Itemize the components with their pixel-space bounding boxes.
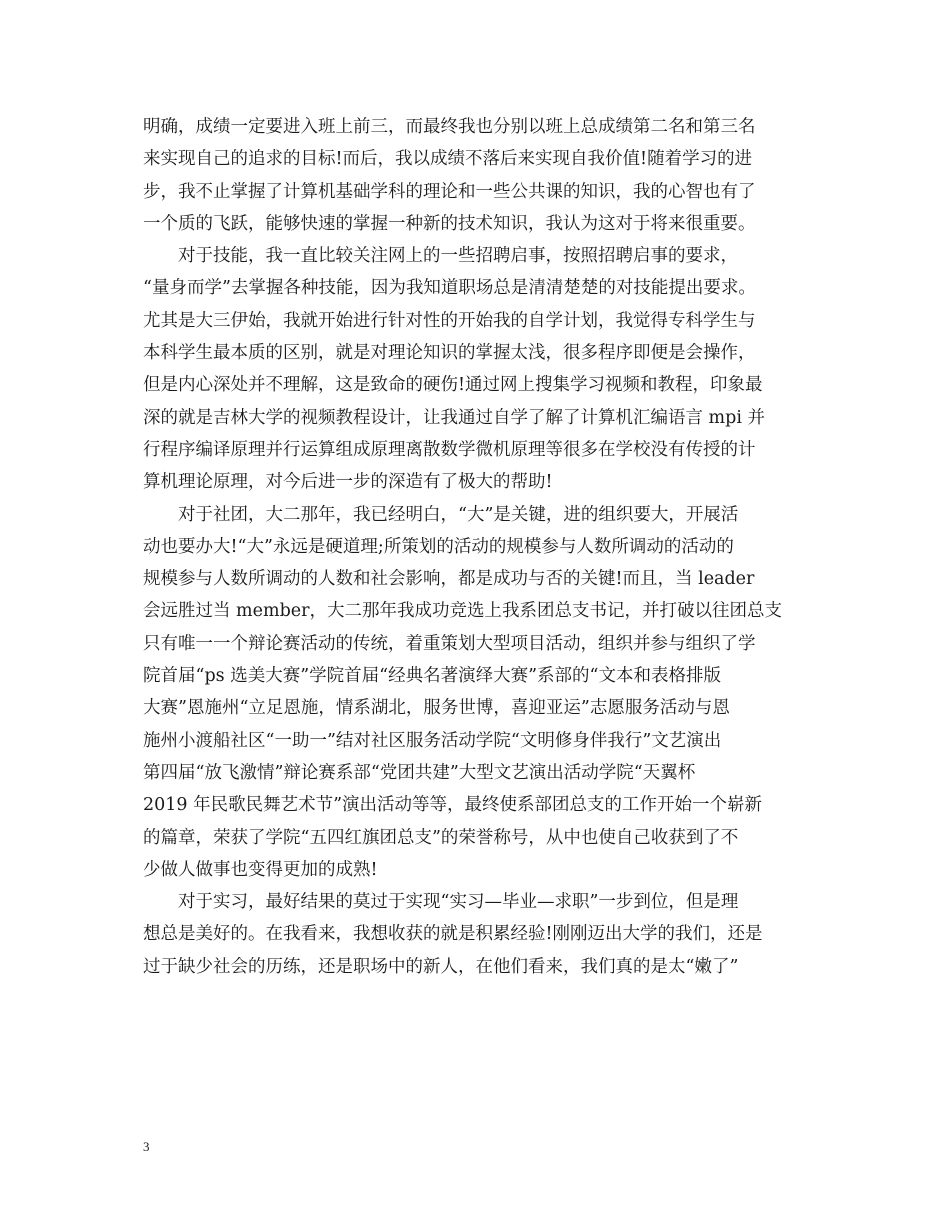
text-line: 过于缺少社会的历练，还是职场中的新人，在他们看来，我们真的是太“嫩了” (143, 956, 739, 977)
page-number: 3 (143, 1139, 150, 1154)
document-body (143, 111, 817, 983)
text-line: 2019 年民歌民舞艺术节”演出活动等等，最终使系部团总支的工作开始一个崭新 (143, 795, 763, 816)
text-line: 规模参与人数所调动的人数和社会影响，都是成功与否的关键!而且，当 leader (143, 569, 755, 590)
text-line: 施州小渡船社区“一助一”结对社区服务活动学院“文明修身伴我行”文艺演出 (143, 730, 722, 751)
text-line: 动也要办大!“大”永远是硬道理;所策划的活动的规模参与人数所调动的活动的 (143, 536, 734, 557)
text-line: 的篇章，荣获了学院“五四红旗团总支”的荣誉称号，从中也使自己收获到了不 (143, 827, 739, 848)
text-line: 第四届“放飞激情”辩论赛系部“党团共建”大型文艺演出活动学院“天翼杯 (143, 762, 696, 783)
text-line: 明确，成绩一定要进入班上前三，而最终我也分别以班上总成绩第二名和第三名 (143, 117, 756, 137)
paragraph-start-line: 对于实习，最好结果的莫过于实现“实习—毕业—求职”一步到位，但是理 (178, 892, 739, 913)
text-line: 本科学生最本质的区别，就是对理论知识的掌握太浅，很多程序即便是会操作， (143, 343, 756, 364)
text-line: 大赛”恩施州“立足恩施，情系湖北，服务世博，喜迎亚运”志愿服务活动与恩 (143, 698, 730, 719)
text-line: 想总是美好的。在我看来，我想收获的就是积累经验!刚刚迈出大学的我们，还是 (143, 924, 763, 945)
text-line: 会远胜过当 member，大二那年我成功竞选上我系团总支书记，并打破以往团总支 (143, 601, 783, 622)
paragraph-start-line: 对于社团，大二那年，我已经明白，“大”是关键，进的组织要大，开展活 (178, 504, 739, 525)
text-line: 只有唯一一个辩论赛活动的传统，着重策划大型项目活动，组织并参与组织了学 (143, 633, 756, 654)
text-line: 来实现自己的追求的目标!而后，我以成绩不落后来实现自我价值!随着学习的进 (143, 149, 753, 170)
text-line: 算机理论原理，对今后进一步的深造有了极大的帮助! (143, 472, 553, 493)
paragraph-start-line: 对于技能，我一直比较关注网上的一些招聘启事，按照招聘启事的要求， (178, 246, 738, 267)
text-line: 行程序编译原理并行运算组成原理离散数学微机原理等很多在学校没有传授的计 (143, 439, 756, 460)
text-line: 步，我不止掌握了计算机基础学科的理论和一些公共课的知识，我的心智也有了 (143, 181, 756, 202)
text-line: 院首届“ps 选美大赛”学院首届“经典名著演绎大赛”系部的“文本和表格排版 (143, 666, 721, 687)
text-line: 深的就是吉林大学的视频教程设计，让我通过自学了解了计算机汇编语言 mpi 并 (143, 407, 766, 428)
text-line: 尤其是大三伊始，我就开始进行针对性的开始我的自学计划，我觉得专科学生与 (143, 310, 756, 331)
text-line: 少做人做事也变得更加的成熟! (143, 859, 378, 880)
text-line: 但是内心深处并不理解，这是致命的硬伤!通过网上搜集学习视频和教程，印象最 (143, 375, 763, 396)
text-line: 一个质的飞跃，能够快速的掌握一种新的技术知识，我认为这对于将来很重要。 (143, 213, 756, 234)
text-line: “量身而学”去掌握各种技能，因为我知道职场总是清清楚楚的对技能提出要求。 (143, 278, 756, 299)
